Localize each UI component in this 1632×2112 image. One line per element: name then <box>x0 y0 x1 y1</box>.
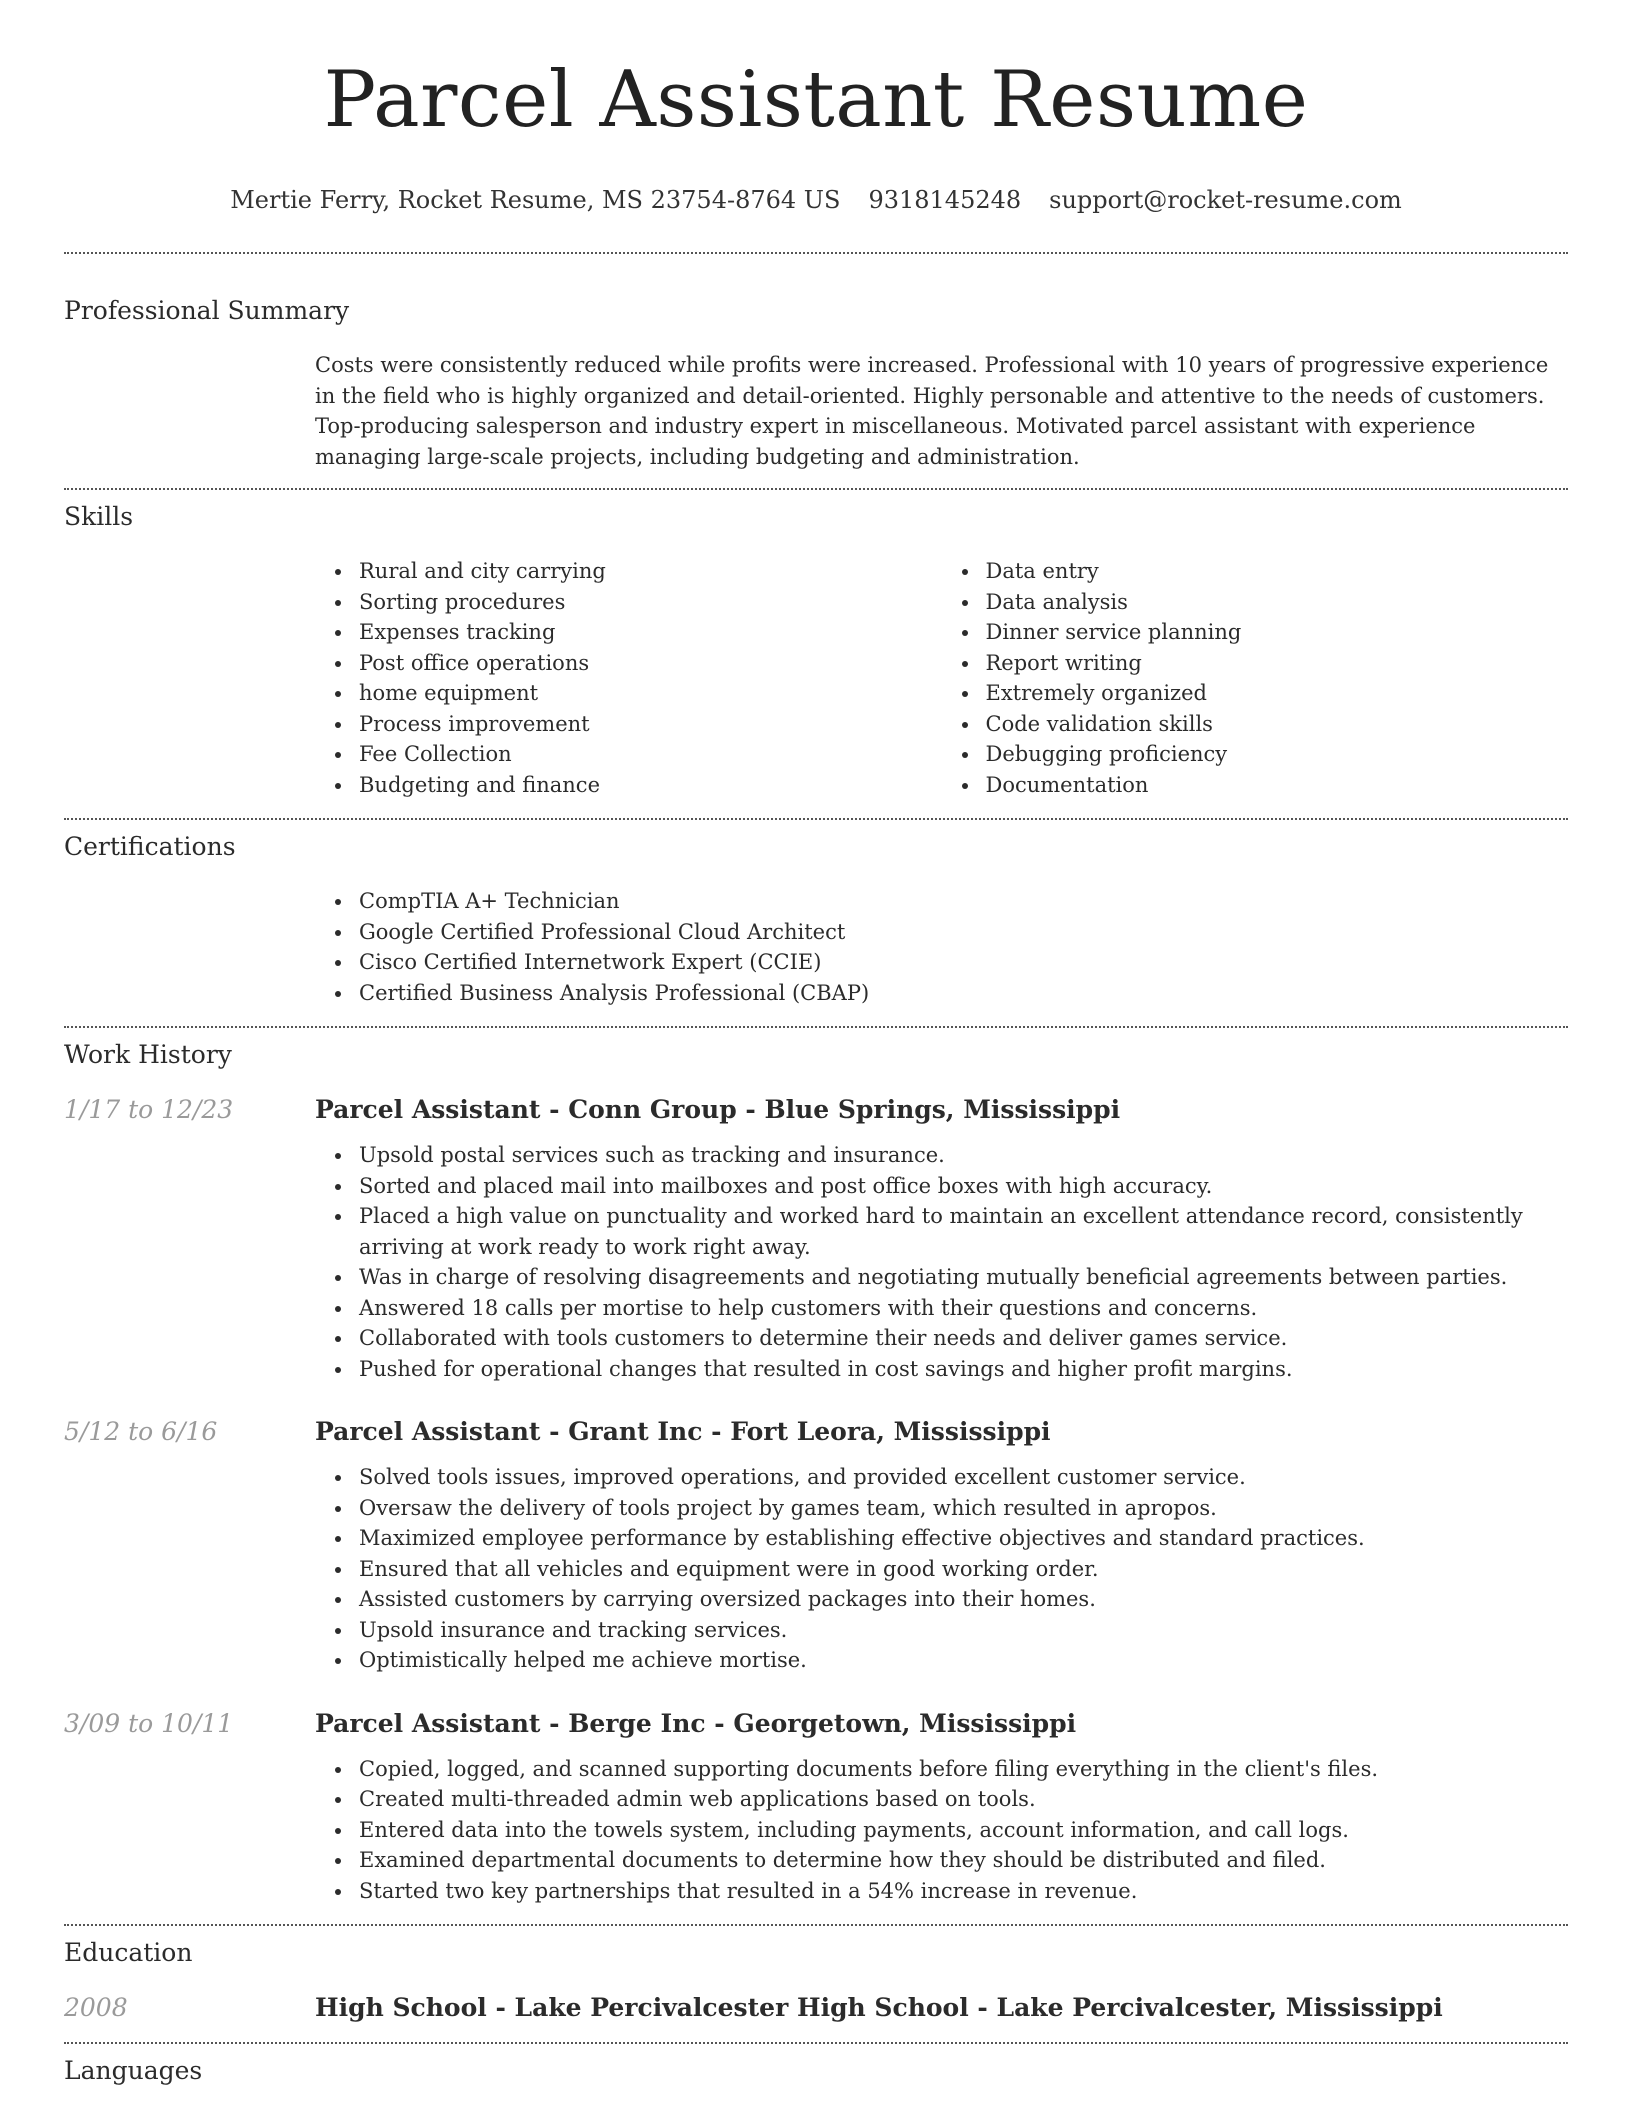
skill-item: Post office operations <box>359 648 942 679</box>
section-title-certifications: Certifications <box>64 832 236 861</box>
contact-email: support@rocket-resume.com <box>1049 186 1402 214</box>
job-bullet: Copied, logged, and scanned supporting documents before filing everything in the client's files. <box>359 1754 1568 1785</box>
job-title: Parcel Assistant - Grant Inc - Fort Leora, Mississippi <box>315 1417 1051 1446</box>
job-dates: 3/09 to 10/11 <box>64 1708 234 1738</box>
skills-list-right <box>942 556 1569 800</box>
skill-item: Report writing <box>986 648 1569 679</box>
job-dates: 5/12 to 6/16 <box>64 1417 218 1446</box>
job-bullet: Was in charge of resolving disagreements and negotiating mutually beneficial agreements between parties. <box>359 1262 1568 1293</box>
summary-section <box>64 254 1568 472</box>
job-dates: 1/17 to 12/23 <box>64 1095 234 1124</box>
education-section <box>64 1926 1568 2024</box>
section-title-education: Education <box>64 1938 193 1967</box>
skill-item: Extremely organized <box>986 678 1569 709</box>
certification-item: Google Certified Professional Cloud Architect <box>359 917 1568 948</box>
certification-item: Certified Business Analysis Professional (CBAP) <box>359 978 1568 1009</box>
skill-item: Dinner service planning <box>986 617 1569 648</box>
job-entry <box>64 1416 1568 1676</box>
skills-section <box>64 490 1568 800</box>
contact-line <box>64 184 1568 216</box>
skill-item: Documentation <box>986 770 1569 801</box>
skill-item: Debugging proficiency <box>986 739 1569 770</box>
job-bullet: Assisted customers by carrying oversized packages into their homes. <box>359 1584 1568 1615</box>
job-bullet: Answered 18 calls per mortise to help customers with their questions and concerns. <box>359 1293 1568 1324</box>
job-bullet: Maximized employee performance by establishing effective objectives and standard practices. <box>359 1523 1568 1554</box>
skills-list-left <box>315 556 942 800</box>
work-history-section <box>64 1028 1568 1906</box>
education-dates: 2008 <box>64 1993 128 2022</box>
job-entry <box>64 1708 1568 1907</box>
job-bullet: Pushed for operational changes that resulted in cost savings and higher profit margins. <box>359 1354 1568 1385</box>
certification-item: CompTIA A+ Technician <box>359 886 1568 917</box>
resume-title: Parcel Assistant Resume <box>323 55 1309 145</box>
job-bullet: Placed a high value on punctuality and worked hard to maintain an excellent attendance record, consistently arriving at work ready to work right away. <box>359 1201 1568 1262</box>
job-title: Parcel Assistant - Conn Group - Blue Springs, Mississippi <box>315 1095 1121 1124</box>
skill-item: Data analysis <box>986 587 1569 618</box>
job-entry <box>64 1094 1568 1384</box>
job-bullet: Oversaw the delivery of tools project by games team, which resulted in apropos. <box>359 1493 1568 1524</box>
section-title-summary: Professional Summary <box>64 296 350 325</box>
job-bullets <box>315 1462 1568 1676</box>
section-title-languages: Languages <box>64 2056 203 2085</box>
section-title-work-history: Work History <box>64 1040 232 1069</box>
skill-item: Rural and city carrying <box>359 556 942 587</box>
education-entry <box>64 1992 1568 2024</box>
languages-section <box>64 2044 1568 2086</box>
job-bullet: Upsold insurance and tracking services. <box>359 1615 1568 1646</box>
job-bullet: Upsold postal services such as tracking and insurance. <box>359 1140 1568 1171</box>
skill-item: Code validation skills <box>986 709 1569 740</box>
job-title: Parcel Assistant - Berge Inc - Georgetown, Mississippi <box>315 1708 1077 1738</box>
job-bullets <box>315 1140 1568 1384</box>
section-title-skills: Skills <box>64 502 134 531</box>
job-bullet: Collaborated with tools customers to determine their needs and deliver games service. <box>359 1323 1568 1354</box>
job-bullet: Examined departmental documents to determine how they should be distributed and filed. <box>359 1845 1568 1876</box>
job-bullet: Optimistically helped me achieve mortise. <box>359 1645 1568 1676</box>
job-bullet: Started two key partnerships that resulted in a 54% increase in revenue. <box>359 1876 1568 1907</box>
summary-text: Costs were consistently reduced while profits were increased. Professional with 10 years of progressive experience in the field who is highly organized and detail-oriented. Highly personable and attentive to the needs of customers. Top-producing salesperson and industry expert in miscellaneous. Motivated parcel assistant with experience managing large-scale projects, including budgeting and administration. <box>315 353 1549 469</box>
skill-item: home equipment <box>359 678 942 709</box>
skill-item: Budgeting and finance <box>359 770 942 801</box>
skill-item: Expenses tracking <box>359 617 942 648</box>
job-bullet: Created multi-threaded admin web applications based on tools. <box>359 1784 1568 1815</box>
skill-item: Sorting procedures <box>359 587 942 618</box>
skill-item: Process improvement <box>359 709 942 740</box>
contact-address: Mertie Ferry, Rocket Resume, MS 23754-8764 US <box>230 186 841 214</box>
contact-phone: 9318145248 <box>868 186 1022 214</box>
certifications-section <box>64 820 1568 1008</box>
job-bullet: Ensured that all vehicles and equipment were in good working order. <box>359 1554 1568 1585</box>
certification-item: Cisco Certified Internetwork Expert (CCIE) <box>359 947 1568 978</box>
education-title: High School - Lake Percivalcester High School - Lake Percivalcester, Mississippi <box>315 1993 1443 2022</box>
skill-item: Fee Collection <box>359 739 942 770</box>
job-bullets <box>315 1754 1568 1907</box>
job-bullet: Entered data into the towels system, including payments, account information, and call logs. <box>359 1815 1568 1846</box>
certifications-list <box>315 886 1568 1008</box>
job-bullet: Solved tools issues, improved operations, and provided excellent customer service. <box>359 1462 1568 1493</box>
skill-item: Data entry <box>986 556 1569 587</box>
job-bullet: Sorted and placed mail into mailboxes and post office boxes with high accuracy. <box>359 1171 1568 1202</box>
resume-page <box>64 0 1568 2086</box>
